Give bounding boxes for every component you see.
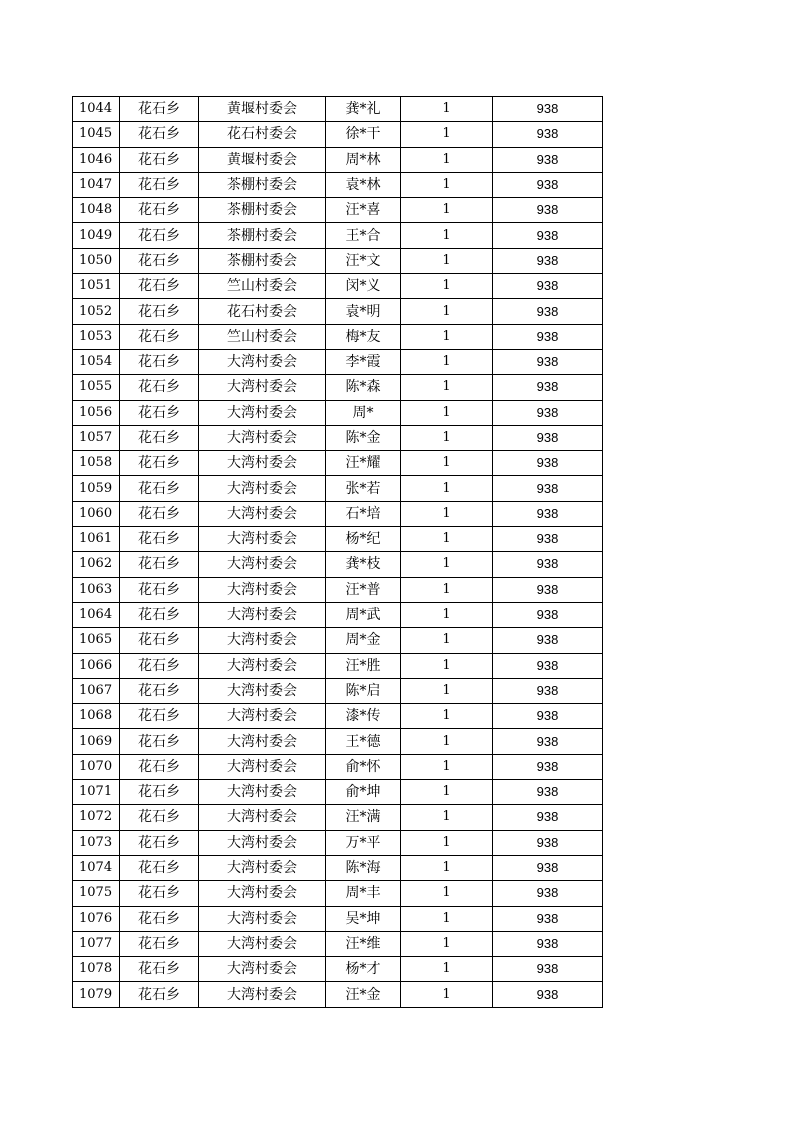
table-row — [73, 577, 603, 602]
table-row — [73, 476, 603, 501]
township-cell: 花石乡 — [120, 97, 199, 122]
name-cell: 漆*传 — [326, 704, 401, 729]
name-cell: 汪*耀 — [326, 451, 401, 476]
table-row — [73, 349, 603, 374]
count-cell: 1 — [401, 501, 493, 526]
village-committee-cell: 大湾村委会 — [199, 501, 326, 526]
row-number-cell: 1074 — [73, 855, 120, 880]
township-cell: 花石乡 — [120, 906, 199, 931]
row-number-cell: 1056 — [73, 400, 120, 425]
row-number-cell: 1053 — [73, 324, 120, 349]
village-committee-cell: 大湾村委会 — [199, 628, 326, 653]
table-row — [73, 122, 603, 147]
village-committee-cell: 竺山村委会 — [199, 324, 326, 349]
township-cell: 花石乡 — [120, 552, 199, 577]
row-number-cell: 1064 — [73, 602, 120, 627]
village-committee-cell: 大湾村委会 — [199, 931, 326, 956]
township-cell: 花石乡 — [120, 198, 199, 223]
count-cell: 1 — [401, 805, 493, 830]
table-row — [73, 147, 603, 172]
township-cell: 花石乡 — [120, 780, 199, 805]
amount-cell: 938 — [493, 805, 603, 830]
count-cell: 1 — [401, 982, 493, 1007]
township-cell: 花石乡 — [120, 400, 199, 425]
count-cell: 1 — [401, 274, 493, 299]
village-committee-cell: 茶棚村委会 — [199, 198, 326, 223]
village-committee-cell: 大湾村委会 — [199, 678, 326, 703]
row-number-cell: 1069 — [73, 729, 120, 754]
amount-cell: 938 — [493, 501, 603, 526]
row-number-cell: 1058 — [73, 451, 120, 476]
name-cell: 龚*枝 — [326, 552, 401, 577]
data-table — [72, 96, 603, 1008]
row-number-cell: 1062 — [73, 552, 120, 577]
table-row — [73, 653, 603, 678]
township-cell: 花石乡 — [120, 628, 199, 653]
township-cell: 花石乡 — [120, 425, 199, 450]
count-cell: 1 — [401, 198, 493, 223]
row-number-cell: 1076 — [73, 906, 120, 931]
amount-cell: 938 — [493, 552, 603, 577]
table-row — [73, 299, 603, 324]
name-cell: 梅*友 — [326, 324, 401, 349]
count-cell: 1 — [401, 830, 493, 855]
table-row — [73, 400, 603, 425]
row-number-cell: 1044 — [73, 97, 120, 122]
count-cell: 1 — [401, 653, 493, 678]
name-cell: 周*金 — [326, 628, 401, 653]
village-committee-cell: 大湾村委会 — [199, 982, 326, 1007]
row-number-cell: 1048 — [73, 198, 120, 223]
table-row — [73, 729, 603, 754]
township-cell: 花石乡 — [120, 147, 199, 172]
township-cell: 花石乡 — [120, 375, 199, 400]
township-cell: 花石乡 — [120, 122, 199, 147]
name-cell: 汪*喜 — [326, 198, 401, 223]
village-committee-cell: 大湾村委会 — [199, 375, 326, 400]
table-row — [73, 552, 603, 577]
count-cell: 1 — [401, 223, 493, 248]
township-cell: 花石乡 — [120, 349, 199, 374]
name-cell: 王*德 — [326, 729, 401, 754]
table-row — [73, 906, 603, 931]
count-cell: 1 — [401, 780, 493, 805]
village-committee-cell: 大湾村委会 — [199, 729, 326, 754]
township-cell: 花石乡 — [120, 223, 199, 248]
count-cell: 1 — [401, 400, 493, 425]
name-cell: 徐*干 — [326, 122, 401, 147]
village-committee-cell: 大湾村委会 — [199, 805, 326, 830]
amount-cell: 938 — [493, 527, 603, 552]
amount-cell: 938 — [493, 830, 603, 855]
row-number-cell: 1071 — [73, 780, 120, 805]
village-committee-cell: 花石村委会 — [199, 122, 326, 147]
table-row — [73, 830, 603, 855]
village-committee-cell: 花石村委会 — [199, 299, 326, 324]
count-cell: 1 — [401, 375, 493, 400]
table-row — [73, 628, 603, 653]
amount-cell: 938 — [493, 248, 603, 273]
table-row — [73, 931, 603, 956]
row-number-cell: 1054 — [73, 349, 120, 374]
amount-cell: 938 — [493, 780, 603, 805]
village-committee-cell: 茶棚村委会 — [199, 223, 326, 248]
row-number-cell: 1073 — [73, 830, 120, 855]
table-row — [73, 425, 603, 450]
township-cell: 花石乡 — [120, 577, 199, 602]
amount-cell: 938 — [493, 274, 603, 299]
table-row — [73, 602, 603, 627]
count-cell: 1 — [401, 172, 493, 197]
village-committee-cell: 大湾村委会 — [199, 704, 326, 729]
count-cell: 1 — [401, 476, 493, 501]
township-cell: 花石乡 — [120, 274, 199, 299]
village-committee-cell: 大湾村委会 — [199, 527, 326, 552]
village-committee-cell: 茶棚村委会 — [199, 248, 326, 273]
row-number-cell: 1072 — [73, 805, 120, 830]
amount-cell: 938 — [493, 729, 603, 754]
table-row — [73, 375, 603, 400]
amount-cell: 938 — [493, 577, 603, 602]
row-number-cell: 1065 — [73, 628, 120, 653]
count-cell: 1 — [401, 349, 493, 374]
table-row — [73, 982, 603, 1007]
name-cell: 陈*金 — [326, 425, 401, 450]
name-cell: 汪*满 — [326, 805, 401, 830]
name-cell: 汪*金 — [326, 982, 401, 1007]
count-cell: 1 — [401, 577, 493, 602]
township-cell: 花石乡 — [120, 957, 199, 982]
name-cell: 陈*启 — [326, 678, 401, 703]
name-cell: 俞*怀 — [326, 754, 401, 779]
amount-cell: 938 — [493, 602, 603, 627]
amount-cell: 938 — [493, 754, 603, 779]
village-committee-cell: 大湾村委会 — [199, 552, 326, 577]
village-committee-cell: 大湾村委会 — [199, 906, 326, 931]
amount-cell: 938 — [493, 122, 603, 147]
amount-cell: 938 — [493, 855, 603, 880]
amount-cell: 938 — [493, 375, 603, 400]
township-cell: 花石乡 — [120, 248, 199, 273]
row-number-cell: 1059 — [73, 476, 120, 501]
village-committee-cell: 大湾村委会 — [199, 451, 326, 476]
row-number-cell: 1050 — [73, 248, 120, 273]
count-cell: 1 — [401, 855, 493, 880]
amount-cell: 938 — [493, 982, 603, 1007]
amount-cell: 938 — [493, 400, 603, 425]
village-committee-cell: 大湾村委会 — [199, 754, 326, 779]
township-cell: 花石乡 — [120, 982, 199, 1007]
township-cell: 花石乡 — [120, 704, 199, 729]
amount-cell: 938 — [493, 628, 603, 653]
township-cell: 花石乡 — [120, 501, 199, 526]
amount-cell: 938 — [493, 349, 603, 374]
count-cell: 1 — [401, 299, 493, 324]
count-cell: 1 — [401, 678, 493, 703]
row-number-cell: 1055 — [73, 375, 120, 400]
count-cell: 1 — [401, 729, 493, 754]
count-cell: 1 — [401, 248, 493, 273]
count-cell: 1 — [401, 957, 493, 982]
table-row — [73, 754, 603, 779]
amount-cell: 938 — [493, 147, 603, 172]
amount-cell: 938 — [493, 653, 603, 678]
township-cell: 花石乡 — [120, 805, 199, 830]
name-cell: 闵*义 — [326, 274, 401, 299]
row-number-cell: 1070 — [73, 754, 120, 779]
township-cell: 花石乡 — [120, 527, 199, 552]
count-cell: 1 — [401, 602, 493, 627]
township-cell: 花石乡 — [120, 653, 199, 678]
township-cell: 花石乡 — [120, 172, 199, 197]
amount-cell: 938 — [493, 223, 603, 248]
table-row — [73, 172, 603, 197]
name-cell: 袁*明 — [326, 299, 401, 324]
village-committee-cell: 大湾村委会 — [199, 957, 326, 982]
township-cell: 花石乡 — [120, 729, 199, 754]
table-row — [73, 223, 603, 248]
row-number-cell: 1067 — [73, 678, 120, 703]
name-cell: 吴*坤 — [326, 906, 401, 931]
count-cell: 1 — [401, 122, 493, 147]
row-number-cell: 1077 — [73, 931, 120, 956]
name-cell: 杨*纪 — [326, 527, 401, 552]
table-row — [73, 678, 603, 703]
township-cell: 花石乡 — [120, 451, 199, 476]
row-number-cell: 1066 — [73, 653, 120, 678]
name-cell: 袁*林 — [326, 172, 401, 197]
township-cell: 花石乡 — [120, 931, 199, 956]
row-number-cell: 1046 — [73, 147, 120, 172]
count-cell: 1 — [401, 881, 493, 906]
village-committee-cell: 大湾村委会 — [199, 855, 326, 880]
village-committee-cell: 大湾村委会 — [199, 349, 326, 374]
row-number-cell: 1057 — [73, 425, 120, 450]
row-number-cell: 1061 — [73, 527, 120, 552]
table-body — [73, 97, 603, 1008]
name-cell: 汪*文 — [326, 248, 401, 273]
name-cell: 周* — [326, 400, 401, 425]
name-cell: 万*平 — [326, 830, 401, 855]
amount-cell: 938 — [493, 299, 603, 324]
count-cell: 1 — [401, 147, 493, 172]
row-number-cell: 1051 — [73, 274, 120, 299]
name-cell: 石*培 — [326, 501, 401, 526]
name-cell: 汪*胜 — [326, 653, 401, 678]
name-cell: 李*霞 — [326, 349, 401, 374]
township-cell: 花石乡 — [120, 678, 199, 703]
village-committee-cell: 大湾村委会 — [199, 577, 326, 602]
name-cell: 张*若 — [326, 476, 401, 501]
count-cell: 1 — [401, 552, 493, 577]
count-cell: 1 — [401, 704, 493, 729]
table-row — [73, 324, 603, 349]
table-row — [73, 881, 603, 906]
village-committee-cell: 大湾村委会 — [199, 476, 326, 501]
village-committee-cell: 大湾村委会 — [199, 780, 326, 805]
count-cell: 1 — [401, 97, 493, 122]
count-cell: 1 — [401, 628, 493, 653]
village-committee-cell: 黄堰村委会 — [199, 97, 326, 122]
row-number-cell: 1068 — [73, 704, 120, 729]
amount-cell: 938 — [493, 931, 603, 956]
table-row — [73, 527, 603, 552]
name-cell: 周*林 — [326, 147, 401, 172]
amount-cell: 938 — [493, 476, 603, 501]
township-cell: 花石乡 — [120, 754, 199, 779]
village-committee-cell: 茶棚村委会 — [199, 172, 326, 197]
name-cell: 周*武 — [326, 602, 401, 627]
count-cell: 1 — [401, 451, 493, 476]
table-row — [73, 780, 603, 805]
row-number-cell: 1079 — [73, 982, 120, 1007]
table-row — [73, 274, 603, 299]
village-committee-cell: 黄堰村委会 — [199, 147, 326, 172]
count-cell: 1 — [401, 931, 493, 956]
table-row — [73, 501, 603, 526]
count-cell: 1 — [401, 754, 493, 779]
table-row — [73, 805, 603, 830]
amount-cell: 938 — [493, 957, 603, 982]
count-cell: 1 — [401, 906, 493, 931]
village-committee-cell: 大湾村委会 — [199, 425, 326, 450]
table-row — [73, 97, 603, 122]
row-number-cell: 1052 — [73, 299, 120, 324]
amount-cell: 938 — [493, 97, 603, 122]
name-cell: 龚*礼 — [326, 97, 401, 122]
village-committee-cell: 大湾村委会 — [199, 653, 326, 678]
row-number-cell: 1047 — [73, 172, 120, 197]
township-cell: 花石乡 — [120, 324, 199, 349]
village-committee-cell: 竺山村委会 — [199, 274, 326, 299]
table-row — [73, 704, 603, 729]
amount-cell: 938 — [493, 451, 603, 476]
name-cell: 王*合 — [326, 223, 401, 248]
village-committee-cell: 大湾村委会 — [199, 400, 326, 425]
amount-cell: 938 — [493, 906, 603, 931]
name-cell: 周*丰 — [326, 881, 401, 906]
table-row — [73, 198, 603, 223]
name-cell: 陈*森 — [326, 375, 401, 400]
village-committee-cell: 大湾村委会 — [199, 881, 326, 906]
township-cell: 花石乡 — [120, 476, 199, 501]
name-cell: 汪*普 — [326, 577, 401, 602]
village-committee-cell: 大湾村委会 — [199, 830, 326, 855]
village-committee-cell: 大湾村委会 — [199, 602, 326, 627]
amount-cell: 938 — [493, 704, 603, 729]
table-row — [73, 248, 603, 273]
row-number-cell: 1060 — [73, 501, 120, 526]
name-cell: 汪*维 — [326, 931, 401, 956]
amount-cell: 938 — [493, 198, 603, 223]
row-number-cell: 1063 — [73, 577, 120, 602]
township-cell: 花石乡 — [120, 881, 199, 906]
count-cell: 1 — [401, 527, 493, 552]
table-row — [73, 451, 603, 476]
amount-cell: 938 — [493, 324, 603, 349]
amount-cell: 938 — [493, 678, 603, 703]
table-row — [73, 855, 603, 880]
row-number-cell: 1049 — [73, 223, 120, 248]
row-number-cell: 1075 — [73, 881, 120, 906]
township-cell: 花石乡 — [120, 602, 199, 627]
township-cell: 花石乡 — [120, 855, 199, 880]
count-cell: 1 — [401, 425, 493, 450]
amount-cell: 938 — [493, 425, 603, 450]
amount-cell: 938 — [493, 172, 603, 197]
amount-cell: 938 — [493, 881, 603, 906]
name-cell: 杨*才 — [326, 957, 401, 982]
row-number-cell: 1078 — [73, 957, 120, 982]
count-cell: 1 — [401, 324, 493, 349]
name-cell: 陈*海 — [326, 855, 401, 880]
township-cell: 花石乡 — [120, 830, 199, 855]
name-cell: 俞*坤 — [326, 780, 401, 805]
row-number-cell: 1045 — [73, 122, 120, 147]
table-row — [73, 957, 603, 982]
township-cell: 花石乡 — [120, 299, 199, 324]
